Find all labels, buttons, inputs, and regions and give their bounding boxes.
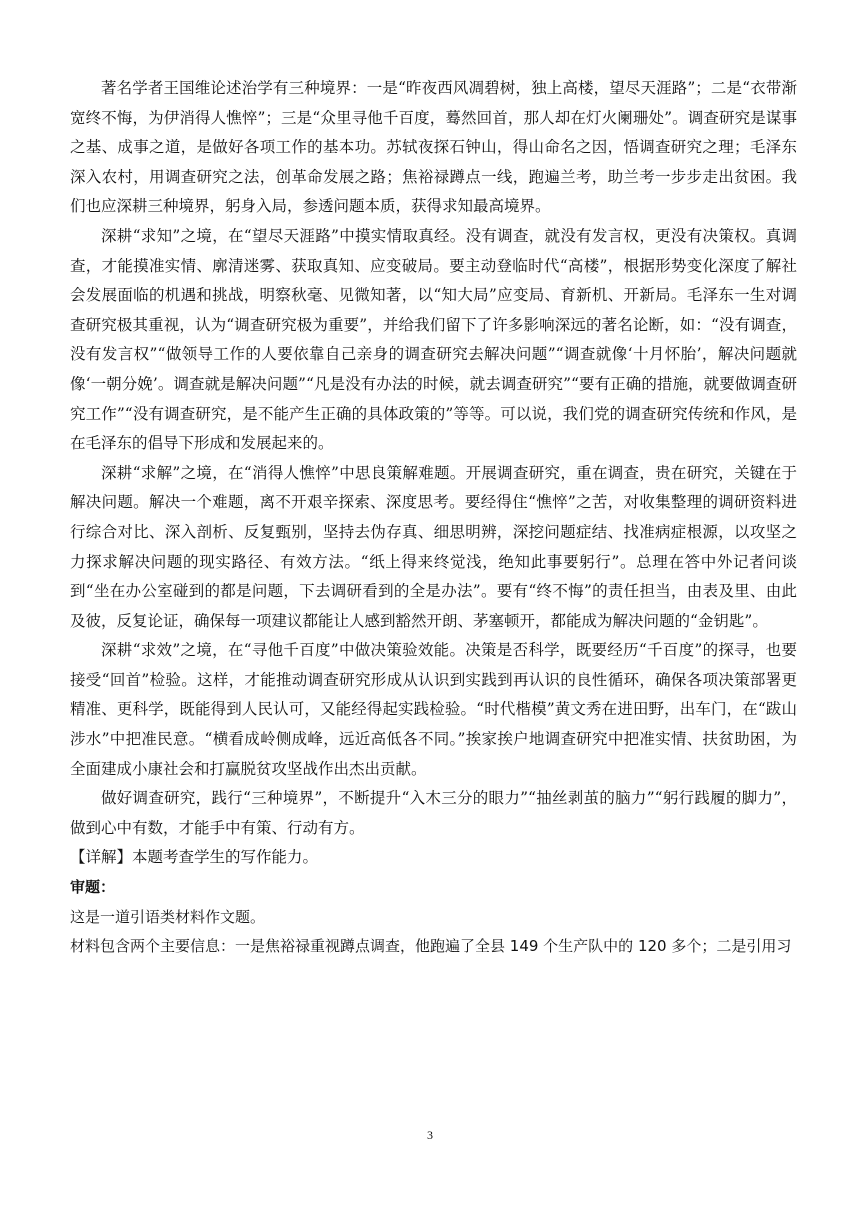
review-heading: 审题： <box>70 878 116 897</box>
essay-paragraph-intro: 著名学者王国维论述治学有三种境界：一是“昨夜西风凋碧树，独上高楼，望尽天涯路”；二是“衣带渐宽终不悔，为伊消得人憔悴”；三是“众里寻他千百度，蓦然回首，那人却在灯火阑珊处”。调查研究是谋事之基、成事之道，是做好各项工作的基本功。苏轼夜探石钟山，得山命名之因，悟调查研究之理；毛泽东深入农村，用调查研究之法，创革命发展之路；焦裕禄蹲点一线，跑遍兰考，助兰考一步步走出贫困。我们也应深耕三种境界，躬身入局，参透问题本质，获得求知最高境界。 <box>70 79 797 216</box>
review-text-info: 材料包含两个主要信息：一是焦裕禄重视蹲点调查，他跑遍了全县 149 个生产队中的 120 多个；二是引用习 <box>70 937 792 956</box>
essay-paragraph-seek-knowledge: 深耕“求知”之境，在“望尽天涯路”中摸实情取真经。没有调查，就没有发言权，更没有决策权。真调查，才能摸准实情、廓清迷雾、获取真知、应变破局。要主动登临时代“高楼”，根据形势变化深度了解社会发展面临的机遇和挑战，明察秋毫、见微知著，以“知大局”应变局、育新机、开新局。毛泽东一生对调查研究极其重视，认为“调查研究极为重要”，并给我们留下了许多影响深远的著名论断，如：“没有调查，没有发言权”“做领导工作的人要依靠自己亲身的调查研究去解决问题”“调查就像‘十月怀胎’，解决问题就像‘一朝分娩’。调查就是解决问题”“凡是没有办法的时候，就去调查研究”“要有正确的措施，就要做调查研究工作”“没有调查研究，是不能产生正确的具体政策的”等等。可以说，我们党的调查研究传统和作风，是在毛泽东的倡导下形成和发展起来的。 <box>70 226 797 453</box>
detail-heading: 【详解】本题考查学生的写作能力。 <box>70 848 319 867</box>
essay-paragraph-seek-solution: 深耕“求解”之境，在“消得人憔悴”中思良策解难题。开展调查研究，重在调查，贵在研究，关键在于解决问题。解决一个难题，离不开艰辛探索、深度思考。要经得住“憔悴”之苦，对收集整理的调研资料进行综合对比、深入剖析、反复甄别，坚持去伪存真、细思明辨，深挖问题症结、找准病症根源，以攻坚之力探求解决问题的现实路径、有效方法。“纸上得来终觉浅，绝知此事要躬行”。总理在答中外记者问谈到“坐在办公室碰到的都是问题，下去调研看到的全是办法”。要有“终不悔”的责任担当，由表及里、由此及彼，反复论证，确保每一项建议都能让人感到豁然开朗、茅塞顿开，都能成为解决问题的“金钥匙”。 <box>70 463 797 630</box>
page-number: 3 <box>427 1128 433 1142</box>
essay-paragraph-conclusion: 做好调查研究，践行“三种境界”，不断提升“入木三分的眼力”“抽丝剥茧的脑力”“躬行践履的脚力”，做到心中有数，才能手中有策、行动有方。 <box>70 789 797 837</box>
document-body <box>70 74 797 962</box>
review-text-type: 这是一道引语类材料作文题。 <box>70 907 266 926</box>
essay-paragraph-seek-effect: 深耕“求效”之境，在“寻他千百度”中做决策验效能。决策是否科学，既要经历“千百度”的探寻，也要接受“回首”检验。这样，才能推动调查研究形成从认识到实践到再认识的良性循环，确保各项决策部署更精准、更科学，既能得到人民认可，又能经得起实践检验。“时代楷模”黄文秀在进田野，出车门，在“跋山涉水”中把准民意。“横看成岭侧成峰，远近高低各不同。”挨家挨户地调查研究中把准实情、扶贫助困，为全面建成小康社会和打赢脱贫攻坚战作出杰出贡献。 <box>70 641 797 778</box>
